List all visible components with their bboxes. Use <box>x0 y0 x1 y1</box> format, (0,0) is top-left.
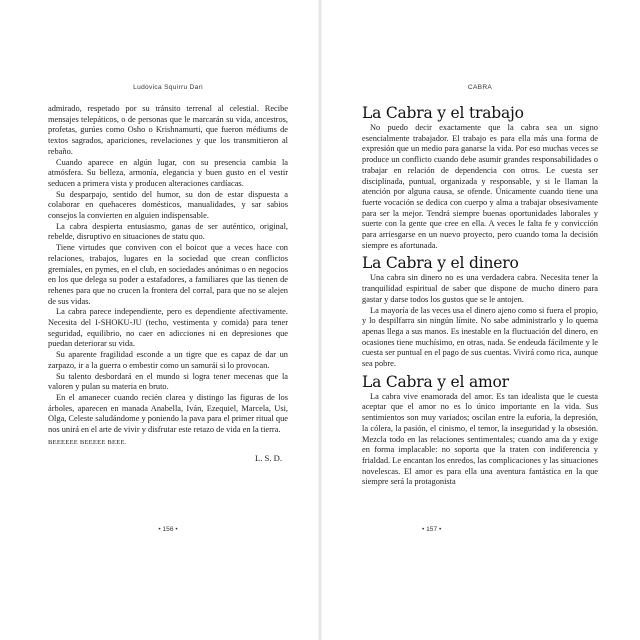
closing-laugh: BEEEEEE BEEEEE BEEE. <box>48 438 127 446</box>
paragraph: Su desparpajo, sentido del humor, su don de estar dispuesta a colaborar en quehaceres domésticos, manualidades, y sar sabios consejos la convierten en alguien indispensable. <box>48 189 288 221</box>
right-page <box>362 0 598 640</box>
paragraph: No puedo decir exactamente que la cabra sea un signo esencialmente trabajador. El trabajo es para ella más una forma de expresión que un medio para ganarse la vida. Por eso muchas veces se produce un conflicto cuando debe asumir grandes responsabilidades o trabajar en relación de dependencia con otros. Le cuesta ser disciplinada, puntual, organizada y responsable, y si le llaman la atención por alguna causa, se ofende. Únicamente cuando tiene una fuerte vocación se dedica con cuerpo y alma a trabajar obsesivamente para ser la mejor. Tendrá siempre buenas oportunidades laborales y suerte con la gente que cree en ella. A veces le falta fe y convicción para arriesgarse en un nuevo proyecto, pero cuando toma la decisión siempre es afortunada. <box>362 123 598 250</box>
paragraph: La mayoría de las veces usa el dinero ajeno como si fuera el propio, y lo despilfarra sin ningún límite. No sabe administrarlo y lo quema apenas llega a sus manos. Es inestable en la fluctuación del dinero, en ocasiones tiene muchísimo, en otras, nada. Se endeuda fácilmente y le cuesta ser puntual en el pago de sus cuentas. Vivirá como rica, aunque sea pobre. <box>362 305 598 369</box>
running-head-right: CABRA <box>467 84 493 91</box>
paragraph: Su talento desbordará en el mundo si logra tener mecenas que la valoren y pulan su materia en bruto. <box>48 371 288 392</box>
author-signature: L. S. D. <box>255 452 282 463</box>
paragraph: Su aparente fragilidad esconde a un tigre que es capaz de dar un zarpazo, ir a la guerra o embestir como un samurái si lo provocan. <box>48 350 288 370</box>
paragraph: admirado, respetado por su tránsito terrenal al celestial. Recibe mensajes telepáticos, o de personas que le marcarán su vida, ancestros, profetas, gurúes como Osho o Krishnamurti, que fueron médiums de textos sagrados, apariciones, revelaciones y que los transmitieron al rebaño. <box>48 104 288 156</box>
paragraph: La cabra vive enamorada del amor. Es tan idealista que le cuesta aceptar que el amor no es lo único importante en la vida. Sus sentimientos son muy variados; oscilan entre la euforia, la depresión, la cólera, la pasión, el cinismo, el temor, la inseguridad y la obsesión. Mezcla todo en las relaciones sentimentales; cuando ama da y exige en forma implacable: no soporta que la traten con indiferencia y frialdad. Le encantan los enredos, las complicaciones y las situaciones novelescas. El amor es para ella una aventura fantástica en la que siempre será la protagonista <box>362 391 598 487</box>
paragraph: La cabra parece independiente, pero es dependiente afectivamente. Necesita del I-SHOKU-JU (techo, vestimenta y comida) para tener seguridad, equilibrio, no caer en adicciones ni en depresiones que puedan deteriorar su vida. <box>48 307 288 349</box>
section-heading-love: La Cabra y el amor <box>362 372 509 391</box>
left-page <box>48 0 288 640</box>
paragraph: Una cabra sin dinero no es una verdadera cabra. Necesita tener la tranquilidad espiritual de saber que dispone de mucho dinero para gastar y darse todos los gustos que se le antojen. <box>362 273 598 304</box>
right-page-body <box>362 104 598 488</box>
paragraph: Cuando aparece en algún lugar, con su presencia cambia la atmósfera. Su belleza, armonía, elegancia y buen gusto en el vestir seducen a primera vista y producen alteraciones cardíacas. <box>48 157 288 188</box>
paragraph: En el amanecer cuando recién clarea y distingo las figuras de los árboles, aparecen en manada Anabella, Iván, Ezequiel, Marcela, Usi, Olga, Celeste saludándome y poniendo la pava para el primer ritual que nos unirá en el arte de vivir y disfrutar este retazo de vida en la tierra. <box>48 392 289 435</box>
book-gutter <box>318 0 322 640</box>
section-heading-money: La Cabra y el dinero <box>362 254 519 273</box>
left-page-body <box>48 104 288 463</box>
paragraph: La cabra despierta entusiasmo, ganas de ser auténtico, original, rebelde, disruptivo en situaciones de statu quo. <box>48 221 288 242</box>
section-heading-work: La Cabra y el trabajo <box>362 104 524 122</box>
page-number-left: • 156 • <box>158 526 178 533</box>
running-head-left: Ludovica Squirru Dari <box>133 84 203 91</box>
page-number-right: • 157 • <box>422 526 442 533</box>
paragraph: Tiene virtudes que conviven con el boicot que a veces hace con relaciones, trabajos, lugares en la sociedad que crean conflictos gremiales, en pymes, en el club, en sociedades anónimas o en negocios en los que delega su poder a estafadores, a familiares que las tienen de rehenes para que no crucen la frontera del corral, para que no se alejen de sus vidas. <box>48 243 288 306</box>
